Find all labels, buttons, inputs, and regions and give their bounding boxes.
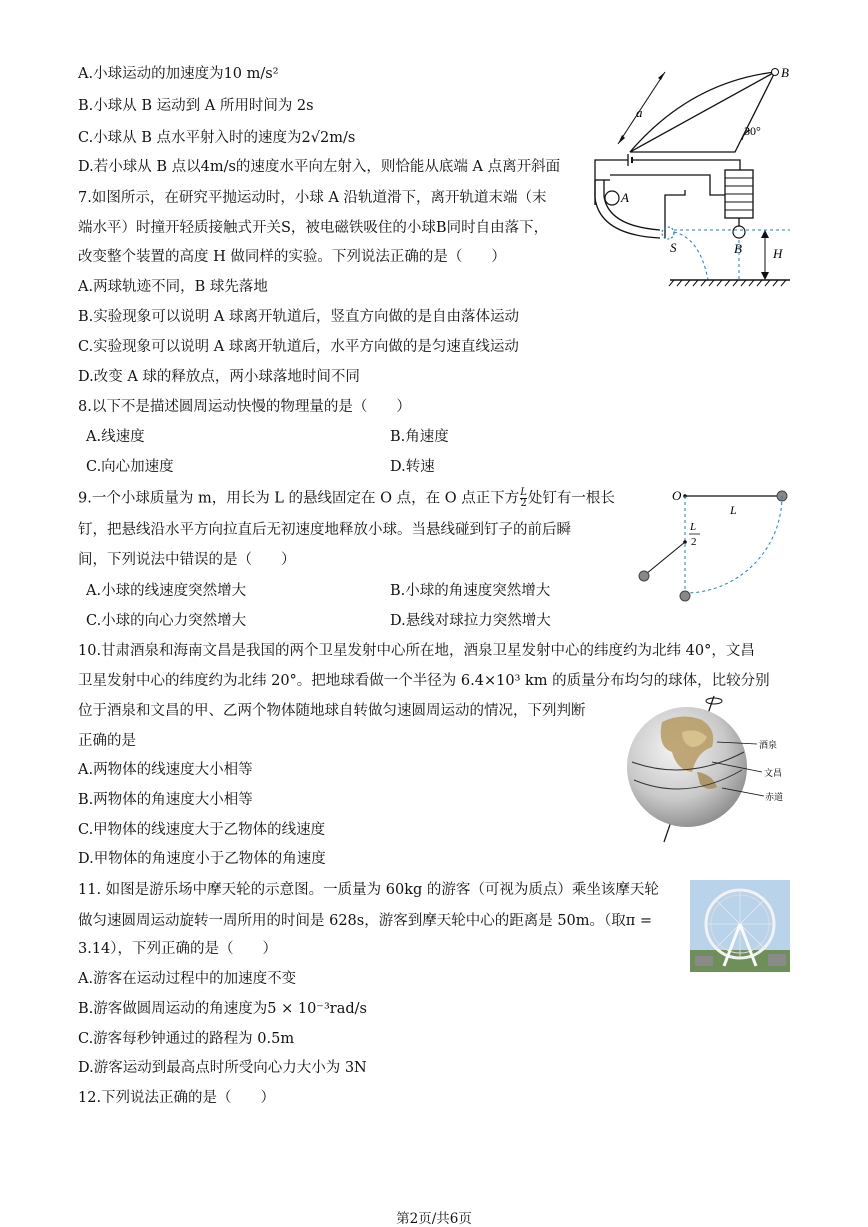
q9-stem-pre: 9.一个小球质量为 m，用长为 L 的悬线固定在 O 点，在 O 点正下方 (78, 490, 520, 507)
q9-fraction: $\frac{L}{2}$ (520, 487, 527, 509)
q7-option-d: D.改变 A 球的释放点，两小球落地时间不同 (78, 369, 360, 385)
q10-option-b: B.两物体的角速度大小相等 (78, 792, 253, 808)
q9-option-d: D.悬线对球拉力突然增大 (390, 613, 551, 629)
pendulum-figure (630, 482, 800, 607)
q7-stem-line1: 7.如图所示，在研究平抛运动时，小球 A 沿轨道滑下，离开轨道末端（末 (78, 190, 547, 206)
q12-stem: 12.下列说法正确的是（ ） (78, 1090, 276, 1106)
q11-option-b: B.游客做圆周运动的角速度为5 × 10⁻³rad/s (78, 1001, 367, 1017)
q9-stem-line2: 钉，把悬线沿水平方向拉直后无初速度地释放小球。当悬线碰到钉子的前后瞬 (78, 522, 571, 538)
ferris-wheel-photo (690, 880, 790, 972)
q11-stem-line3: 3.14），下列正确的是（ ） (78, 941, 278, 957)
q6-option-c: C.小球从 B 点水平射入时的速度为2√2m/s (78, 130, 356, 146)
q8-option-a: A.线速度 (86, 429, 145, 445)
label-angle: 30° (744, 124, 761, 138)
q10-option-a: A.两物体的线速度大小相等 (78, 762, 253, 778)
q7-stem-line2: 端水平）时撞开轻质接触式开关S，被电磁铁吸住的小球B同时自由落下， (78, 220, 549, 236)
q9-stem-post: 处钉有一根长 (527, 490, 615, 507)
label-jiuquan: 酒泉 (759, 741, 778, 751)
q11-stem-line2: 做匀速圆周运动旋转一周所用的时间是 628s，游客到摩天轮中心的距离是 50m。（取π = (78, 913, 653, 929)
label-b: B (781, 65, 789, 80)
page-number: 第2页/共6页 (396, 1211, 472, 1227)
q10-option-c: C.甲物体的线速度大于乙物体的线速度 (78, 822, 326, 838)
q7-option-a: A.两球轨迹不同，B 球先落地 (78, 279, 268, 295)
q7-stem-line3: 改变整个装置的高度 H 做同样的实验。下列说法正确的是（ ） (78, 249, 506, 265)
label-s: S (670, 240, 677, 255)
label-wenchang: 文昌 (764, 769, 783, 779)
label-equator: 赤道 (765, 793, 784, 803)
q11-option-a: A.游客在运动过程中的加速度不变 (78, 971, 297, 987)
q10-stem-line2: 卫星发射中心的纬度约为北纬 20°。把地球看做一个半径为 6.4×10³ km 的质量分布均匀的球体，比较分别 (78, 673, 770, 689)
q6-option-a: A.小球运动的加速度为10 m/s² (78, 66, 279, 82)
q10-stem-line4: 正确的是 (78, 733, 136, 749)
label-l: L (730, 503, 737, 517)
q9-stem-line1 (78, 488, 615, 509)
q11-stem-line1: 11. 如图是游乐场中摩天轮的示意图。一质量为 60kg 的游客（可视为质点）乘坐该摩天轮 (78, 882, 659, 898)
slope-figure (600, 62, 800, 162)
q9-option-c: C.小球的向心力突然增大 (86, 613, 247, 629)
q10-option-d: D.甲物体的角速度小于乙物体的角速度 (78, 851, 326, 867)
label-frac-num: L (690, 521, 697, 533)
label-ball-b: B (734, 241, 742, 256)
q7-option-c: C.实验现象可以说明 A 球离开轨道后，水平方向做的是匀速直线运动 (78, 339, 519, 355)
label-ball-a: A (621, 190, 629, 205)
q11-option-c: C.游客每秒钟通过的路程为 0.5m (78, 1031, 295, 1047)
q8-stem: 8.以下不是描述圆周运动快慢的物理量的是（ ） (78, 399, 411, 415)
q11-option-d: D.游客运动到最高点时所受向心力大小为 3N (78, 1060, 367, 1076)
q8-option-d: D.转速 (390, 459, 435, 475)
label-o: O (672, 488, 682, 503)
q8-option-c: C.向心加速度 (86, 459, 174, 475)
q10-stem-line1: 10.甘肃酒泉和海南文昌是我国的两个卫星发射中心所在地，酒泉卫星发射中心的纬度约为北纬 40°，文昌 (78, 643, 755, 659)
q9-stem-line3: 间，下列说法中错误的是（ ） (78, 552, 296, 568)
q6-option-d: D.若小球从 B 点以4m/s的速度水平向左射入，则恰能从底端 A 点离开斜面 (78, 159, 561, 175)
globe-figure (622, 692, 797, 847)
label-a: a (636, 105, 643, 120)
q7-option-b: B.实验现象可以说明 A 球离开轨道后，竖直方向做的是自由落体运动 (78, 309, 519, 325)
q6-option-b: B.小球从 B 运动到 A 所用时间为 2s (78, 98, 314, 114)
q9-option-b: B.小球的角速度突然增大 (390, 583, 551, 599)
q8-option-b: B.角速度 (390, 429, 449, 445)
apparatus-figure (590, 150, 795, 290)
q9-option-a: A.小球的线速度突然增大 (86, 583, 247, 599)
label-h: H (773, 246, 783, 261)
q10-stem-line3: 位于酒泉和文昌的甲、乙两个物体随地球自转做匀速圆周运动的情况，下列判断 (78, 703, 586, 719)
label-frac-den: 2 (691, 536, 697, 548)
